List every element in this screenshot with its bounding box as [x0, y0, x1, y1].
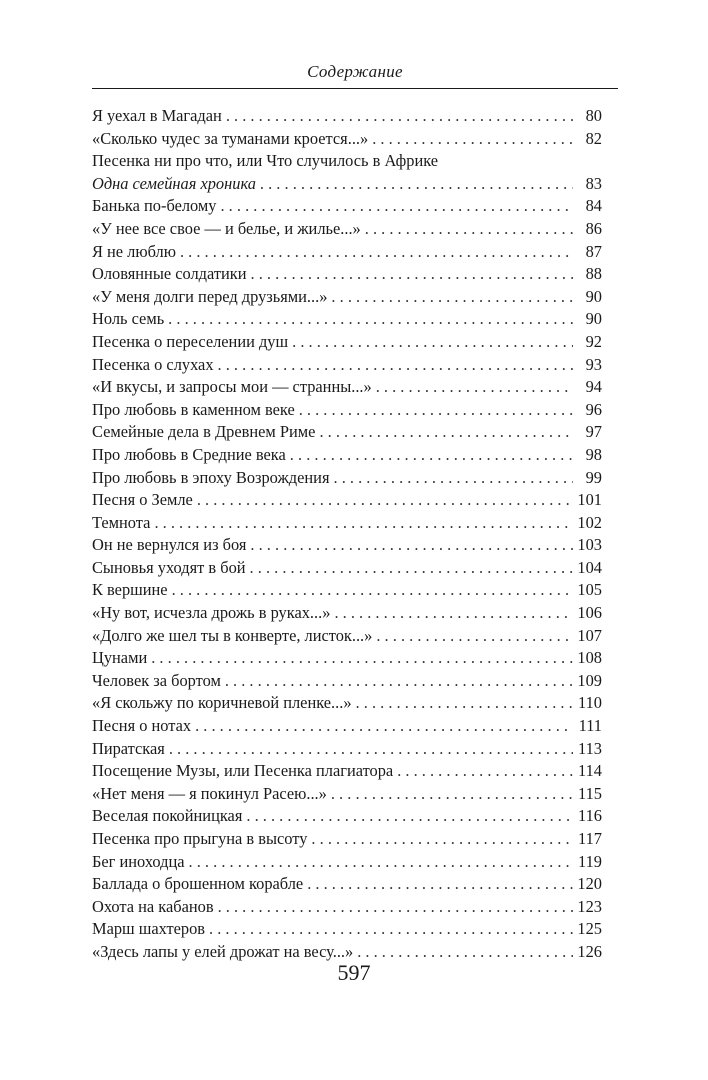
- toc-entry: [92, 512, 602, 535]
- dot-leader: [189, 851, 573, 874]
- toc-entry-page: 90: [585, 286, 602, 306]
- toc-entry-page: 116: [578, 806, 602, 826]
- running-head-title: Содержание: [307, 62, 403, 81]
- toc-entry: [92, 670, 602, 693]
- toc-entry: [92, 444, 602, 467]
- toc-entry-title: Про любовь в Средние века: [92, 444, 286, 464]
- dot-leader: [218, 896, 573, 919]
- dot-leader: [299, 399, 573, 422]
- toc-entry: [92, 489, 602, 512]
- toc-entry: [92, 421, 602, 444]
- toc-entry: [92, 195, 602, 218]
- toc-entry: [92, 308, 602, 331]
- dot-leader: [365, 218, 573, 241]
- toc-entry-page: 86: [585, 218, 602, 238]
- dot-leader: [292, 331, 573, 354]
- toc-entry-page: 120: [577, 874, 602, 894]
- toc-entry-page: 110: [578, 693, 602, 713]
- toc-entry-title: Песня о нотах: [92, 716, 192, 736]
- toc-entry-page: 99: [585, 467, 602, 487]
- toc-entry: [92, 828, 602, 851]
- toc-entry: [92, 241, 602, 264]
- toc-entry-title: Темнота: [92, 512, 151, 532]
- toc-entry: [92, 760, 602, 783]
- dot-leader: [180, 241, 573, 264]
- toc-entry-title: «У меня долги перед друзьями...»: [92, 286, 328, 306]
- toc-entry-page: 123: [577, 896, 602, 916]
- toc-entry-page: 93: [585, 354, 602, 374]
- header-rule: [92, 88, 618, 89]
- toc-entry-title: «Сколько чудес за туманами кроется...»: [92, 128, 369, 148]
- toc-entry-page: 109: [577, 670, 602, 690]
- toc-entry-page: 101: [577, 490, 602, 510]
- toc-entry-page: 113: [578, 738, 602, 758]
- toc-entry-title: «Я скольжу по коричневой пленке...»: [92, 693, 352, 713]
- dot-leader: [331, 286, 573, 309]
- dot-leader: [397, 760, 573, 783]
- toc-entry: [92, 354, 602, 377]
- toc-entry: [92, 467, 602, 490]
- dot-leader: [154, 512, 573, 535]
- toc-entry-title: Сыновья уходят в бой: [92, 557, 246, 577]
- page-number: 597: [337, 960, 371, 985]
- toc-entry-page: 126: [577, 941, 602, 961]
- dot-leader: [246, 805, 573, 828]
- toc-entry-title: «Здесь лапы у елей дрожат на весу...»: [92, 941, 354, 961]
- toc-entry-title: Цунами: [92, 648, 148, 668]
- toc-entry-page: 104: [577, 557, 602, 577]
- toc-entry-page: 111: [578, 716, 602, 736]
- toc-entry-page: 125: [577, 919, 602, 939]
- table-of-contents: [92, 105, 602, 964]
- dot-leader: [250, 534, 573, 557]
- toc-entry: [92, 602, 602, 625]
- toc-entry-title: «Ну вот, исчезла дрожь в руках...»: [92, 603, 331, 623]
- dot-leader: [169, 738, 573, 761]
- toc-entry-title: Песенка о переселении душ: [92, 331, 289, 351]
- toc-entry: [92, 715, 602, 738]
- toc-entry-title: Я уехал в Магадан: [92, 106, 222, 125]
- toc-entry-page: 82: [585, 128, 602, 148]
- toc-entry-page: 117: [578, 829, 602, 848]
- toc-entry-title: Посещение Музы, или Песенка плагиатора: [92, 761, 394, 781]
- dot-leader: [356, 692, 573, 715]
- toc-entry-page: 115: [578, 783, 602, 803]
- toc-entry-page: 105: [577, 580, 602, 600]
- dot-leader: [251, 263, 574, 286]
- toc-entry-page: 102: [577, 512, 602, 532]
- toc-entry: [92, 896, 602, 919]
- toc-entry-title: Одна семейная хроника: [92, 173, 256, 193]
- toc-entry-page: 87: [585, 241, 602, 261]
- toc-entry-title: Веселая покойницкая: [92, 806, 243, 826]
- dot-leader: [376, 376, 573, 399]
- toc-entry-page: 83: [585, 173, 602, 193]
- toc-entry-title: Про любовь в каменном веке: [92, 399, 295, 419]
- toc-entry-page: 84: [585, 196, 602, 216]
- dot-leader: [334, 467, 574, 490]
- dot-leader: [250, 557, 573, 580]
- toc-entry: [92, 738, 602, 761]
- toc-entry-title: «Долго же шел ты в конверте, листок...»: [92, 625, 373, 645]
- toc-entry: [92, 150, 602, 173]
- toc-entry: [92, 534, 602, 557]
- toc-entry-page: 119: [578, 851, 602, 871]
- dot-leader: [197, 489, 573, 512]
- dot-leader: [311, 828, 573, 851]
- dot-leader: [172, 579, 573, 602]
- toc-entry: [92, 647, 602, 670]
- toc-entry: [92, 128, 602, 151]
- toc-entry-page: 97: [585, 422, 602, 442]
- toc-entry-page: 90: [585, 309, 602, 329]
- toc-entry-title: Баллада о брошенном корабле: [92, 874, 304, 894]
- dot-leader: [376, 625, 573, 648]
- toc-entry: [92, 805, 602, 828]
- dot-leader: [168, 308, 573, 331]
- dot-leader: [151, 647, 573, 670]
- dot-leader: [319, 421, 573, 444]
- toc-entry-page: 94: [585, 377, 602, 397]
- toc-entry-title: Про любовь в эпоху Возрождения: [92, 467, 330, 487]
- dot-leader: [372, 128, 573, 151]
- toc-entry-page: 80: [585, 106, 602, 125]
- toc-entry: [92, 692, 602, 715]
- toc-entry-title: К вершине: [92, 580, 168, 600]
- toc-entry-title: Песенка про прыгуна в высоту: [92, 829, 308, 848]
- toc-entry: [92, 873, 602, 896]
- toc-entry-page: 88: [585, 264, 602, 284]
- toc-entry-page: 103: [577, 535, 602, 555]
- toc-entry: [92, 579, 602, 602]
- toc-entry-title: Пиратская: [92, 738, 165, 758]
- toc-entry-title: Песня о Земле: [92, 490, 193, 510]
- toc-entry-title: Ноль семь: [92, 309, 165, 329]
- toc-entry: [92, 263, 602, 286]
- toc-entry-page: 106: [577, 603, 602, 623]
- toc-entry-title: Марш шахтеров: [92, 919, 206, 939]
- toc-entry: [92, 173, 602, 196]
- dot-leader: [209, 918, 573, 941]
- dot-leader: [195, 715, 573, 738]
- toc-entry: [92, 331, 602, 354]
- toc-entry-title: Он не вернулся из боя: [92, 535, 247, 555]
- dot-leader: [220, 195, 573, 218]
- dot-leader: [290, 444, 573, 467]
- dot-leader: [225, 670, 573, 693]
- toc-entry-title: «У нее все свое — и белье, и жилье...»: [92, 218, 361, 238]
- dot-leader: [226, 105, 573, 128]
- toc-entry-title: Я не люблю: [92, 241, 176, 261]
- toc-entry-page: 92: [585, 331, 602, 351]
- dot-leader: [307, 873, 573, 896]
- toc-entry: [92, 105, 602, 128]
- toc-entry-title: Песенка о слухах: [92, 354, 214, 374]
- toc-entry-title: «И вкусы, и запросы мои — странны...»: [92, 377, 372, 397]
- toc-entry-page: 114: [578, 761, 602, 781]
- toc-entry-page: 98: [585, 444, 602, 464]
- dot-leader: [334, 602, 573, 625]
- toc-entry: [92, 218, 602, 241]
- toc-entry-title: Песенка ни про что, или Что случилось в Африке: [92, 151, 439, 171]
- toc-entry-title: Оловянные солдатики: [92, 264, 247, 284]
- toc-entry: [92, 918, 602, 941]
- toc-entry-title: «Нет меня — я покинул Расею...»: [92, 783, 327, 803]
- toc-entry-title: Человек за бортом: [92, 670, 221, 690]
- toc-entry: [92, 783, 602, 806]
- toc-entry: [92, 376, 602, 399]
- toc-entry-title: Семейные дела в Древнем Риме: [92, 422, 316, 442]
- toc-entry: [92, 286, 602, 309]
- toc-entry-page: 108: [577, 648, 602, 668]
- toc-entry: [92, 851, 602, 874]
- dot-leader: [218, 354, 573, 377]
- toc-entry: [92, 557, 602, 580]
- dot-leader: [260, 173, 573, 196]
- toc-entry-title: Бег иноходца: [92, 851, 185, 871]
- dot-leader: [331, 783, 573, 806]
- toc-entry: [92, 625, 602, 648]
- toc-entry-title: Охота на кабанов: [92, 896, 214, 916]
- toc-entry-title: Банька по-белому: [92, 196, 217, 216]
- toc-entry-page: 96: [585, 399, 602, 419]
- toc-entry-page: 107: [577, 625, 602, 645]
- toc-entry: [92, 399, 602, 422]
